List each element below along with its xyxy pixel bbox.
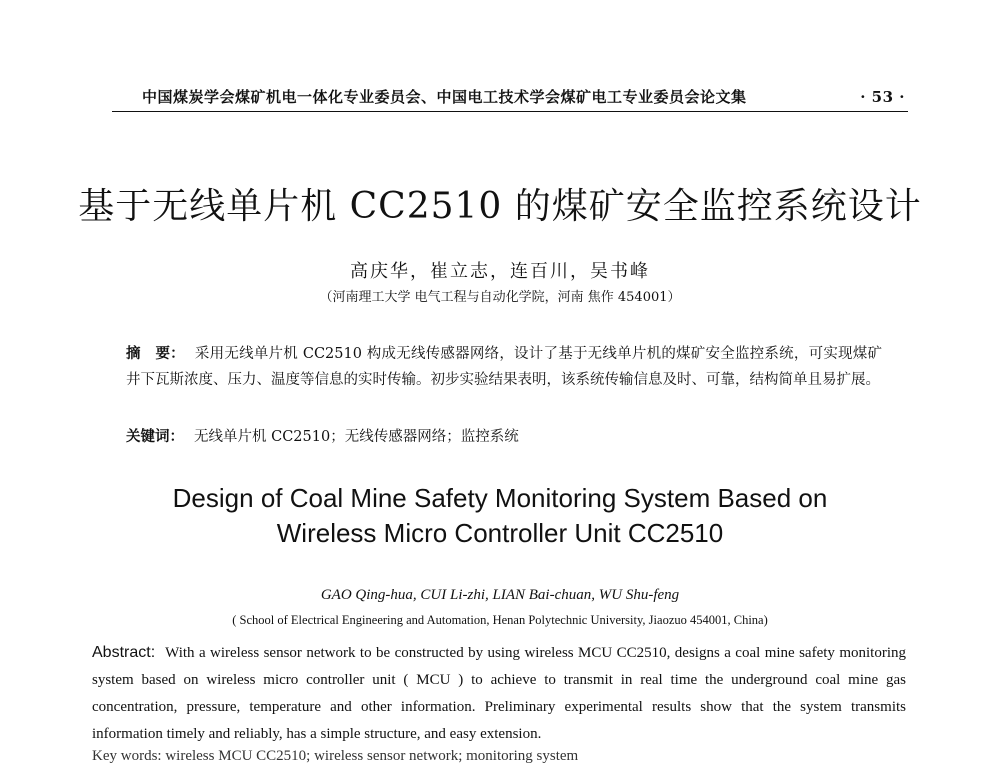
header-rule — [112, 111, 908, 112]
keywords-cn-label: 关键词： — [126, 429, 184, 445]
paper-title-en-line2: Wireless Micro Controller Unit CC2510 — [276, 518, 724, 548]
paper-title-en — [0, 481, 1000, 551]
affiliation-cn: （河南理工大学 电气工程与自动化学院，河南 焦作 454001） — [319, 290, 681, 305]
abstract-en-text: With a wireless sensor network to be constructed by using wireless MCU CC2510, designs a coal mine safety monitoring system based on wireless micro controller unit ( MCU ) to achieve to transmit in real time the underground coal mine gas concentration, pressure, temperature and other information. Preliminary experimental results show that the system transmits information timely and reliably, has a simple structure, and easy extension. — [92, 645, 906, 742]
abstract-cn — [126, 341, 882, 393]
page-number: · 53 · — [860, 88, 905, 106]
journal-name: 中国煤炭学会煤矿机电一体化专业委员会、中国电工技术学会煤矿电工专业委员会论文集 — [142, 88, 747, 106]
paper-title-en-line1: Design of Coal Mine Safety Monitoring System Based on — [172, 483, 828, 513]
keywords-cn — [126, 424, 882, 450]
abstract-en — [92, 639, 906, 748]
authors-en: GAO Qing-hua, CUI Li-zhi, LIAN Bai-chuan, WU Shu-feng — [320, 587, 680, 603]
keywords-cn-text: 无线单片机 CC2510；无线传感器网络；监控系统 — [194, 429, 519, 445]
authors-cn: 高庆华，崔立志，连百川，吴书峰 — [350, 261, 650, 282]
abstract-cn-label: 摘 要： — [126, 346, 185, 362]
abstract-cn-text: 采用无线单片机 CC2510 构成无线传感器网络，设计了基于无线单片机的煤矿安全监控系统，可实现煤矿井下瓦斯浓度、压力、温度等信息的实时传输。初步实验结果表明，该系统传输信息及时、可靠，结构简单且易扩展。 — [126, 346, 883, 388]
paper-title-cn: 基于无线单片机 CC2510 的煤矿安全监控系统设计 — [78, 186, 922, 227]
abstract-en-label: Abstract: — [92, 644, 156, 661]
affiliation-en: ( School of Electrical Engineering and Automation, Henan Polytechnic University, Jiaozuo 454001, China) — [232, 613, 768, 627]
keywords-en-cut-off: Key words: wireless MCU CC2510; wireless sensor network; monitoring system — [92, 748, 579, 764]
running-header — [142, 86, 905, 107]
